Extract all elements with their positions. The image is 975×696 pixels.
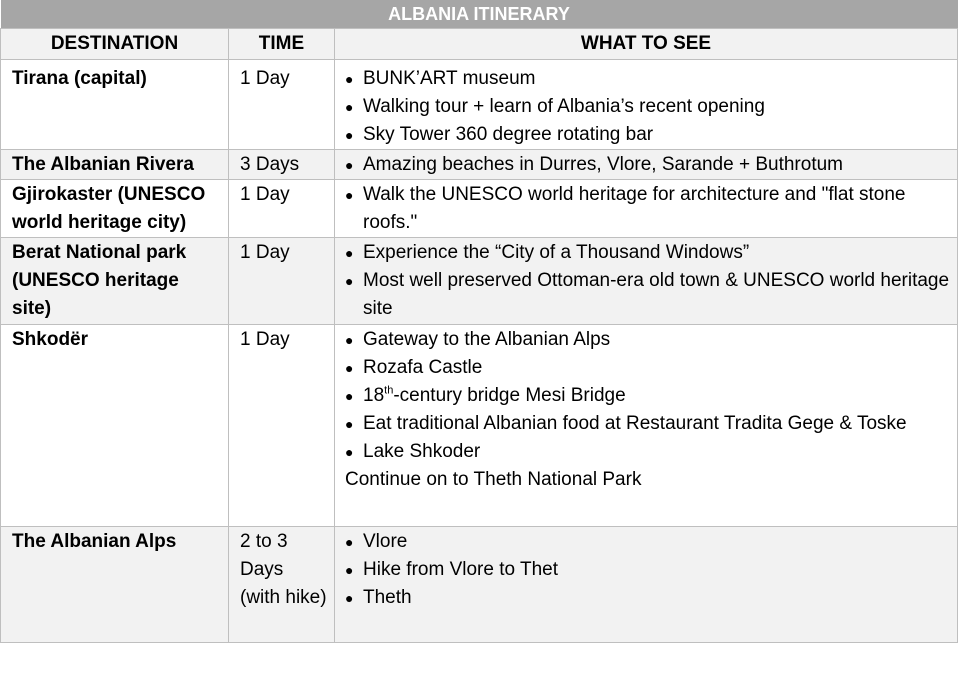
table-title: ALBANIA ITINERARY <box>1 0 958 29</box>
list-item: ● Walking tour + learn of Albania’s recent opening <box>343 93 951 121</box>
list-item: ● BUNK’ART museum <box>343 65 951 93</box>
list-item: ● Rozafa Castle <box>343 354 951 382</box>
header-time: TIME <box>229 29 335 60</box>
bullet-icon: ● <box>345 416 354 432</box>
bullet-icon: ● <box>345 360 354 376</box>
list-item: ● Vlore <box>343 528 951 556</box>
list-item: ● Theth <box>343 584 951 612</box>
table-row <box>1 150 958 180</box>
destination-cell: Berat National park (UNESCO heritage site) <box>1 238 229 325</box>
time-cell: 1 Day <box>229 325 335 527</box>
destination-cell: Shkodër <box>1 325 229 527</box>
table-row <box>1 60 958 150</box>
table-row <box>1 180 958 238</box>
list-item: ● 18th-century bridge Mesi Bridge <box>343 382 951 410</box>
table-row <box>1 325 958 527</box>
header-what-to-see: WHAT TO SEE <box>335 29 958 60</box>
header-row <box>1 29 958 60</box>
what-to-see-cell <box>335 527 958 643</box>
destination-cell: The Albanian Alps <box>1 527 229 643</box>
list-item: ● Hike from Vlore to Thet <box>343 556 951 584</box>
list-item: ● Gateway to the Albanian Alps <box>343 326 951 354</box>
time-cell: 2 to 3 Days (with hike) <box>229 527 335 643</box>
sight-list <box>343 326 951 466</box>
bullet-icon: ● <box>345 332 354 348</box>
bullet-icon: ● <box>345 534 354 550</box>
sight-list <box>343 151 951 179</box>
bullet-icon: ● <box>345 99 354 115</box>
time-cell: 1 Day <box>229 238 335 325</box>
what-to-see-cell <box>335 325 958 527</box>
time-cell: 1 Day <box>229 180 335 238</box>
bullet-icon: ● <box>345 590 354 606</box>
bullet-icon: ● <box>345 187 354 203</box>
bullet-icon: ● <box>345 245 354 261</box>
sight-list <box>343 181 951 237</box>
time-cell: 3 Days <box>229 150 335 180</box>
sight-list <box>343 239 951 323</box>
bullet-icon: ● <box>345 127 354 143</box>
bullet-icon: ● <box>345 388 354 404</box>
what-to-see-cell <box>335 238 958 325</box>
title-row <box>1 0 958 29</box>
list-item: ● Amazing beaches in Durres, Vlore, Sarande + Buthrotum <box>343 151 951 179</box>
bullet-icon: ● <box>345 444 354 460</box>
bullet-icon: ● <box>345 273 354 289</box>
continuation-note: Continue on to Theth National Park <box>345 469 642 490</box>
time-cell: 1 Day <box>229 60 335 150</box>
list-item: ● Lake Shkoder <box>343 438 951 466</box>
table-row <box>1 527 958 643</box>
sight-list <box>343 528 951 612</box>
destination-cell: Tirana (capital) <box>1 60 229 150</box>
list-item: ● Experience the “City of a Thousand Windows” <box>343 239 951 267</box>
sight-list <box>343 65 951 149</box>
destination-cell: Gjirokaster (UNESCO world heritage city) <box>1 180 229 238</box>
what-to-see-cell <box>335 60 958 150</box>
bullet-icon: ● <box>345 71 354 87</box>
list-item: ● Eat traditional Albanian food at Restaurant Tradita Gege & Toske <box>343 410 951 438</box>
what-to-see-cell <box>335 180 958 238</box>
table-row <box>1 238 958 325</box>
bullet-icon: ● <box>345 562 354 578</box>
list-item: ● Walk the UNESCO world heritage for architecture and "flat stone roofs." <box>343 181 951 237</box>
list-item: ● Most well preserved Ottoman-era old town & UNESCO world heritage site <box>343 267 951 323</box>
list-item: ● Sky Tower 360 degree rotating bar <box>343 121 951 149</box>
header-destination: DESTINATION <box>1 29 229 60</box>
what-to-see-cell <box>335 150 958 180</box>
bullet-icon: ● <box>345 157 354 173</box>
destination-cell: The Albanian Rivera <box>1 150 229 180</box>
